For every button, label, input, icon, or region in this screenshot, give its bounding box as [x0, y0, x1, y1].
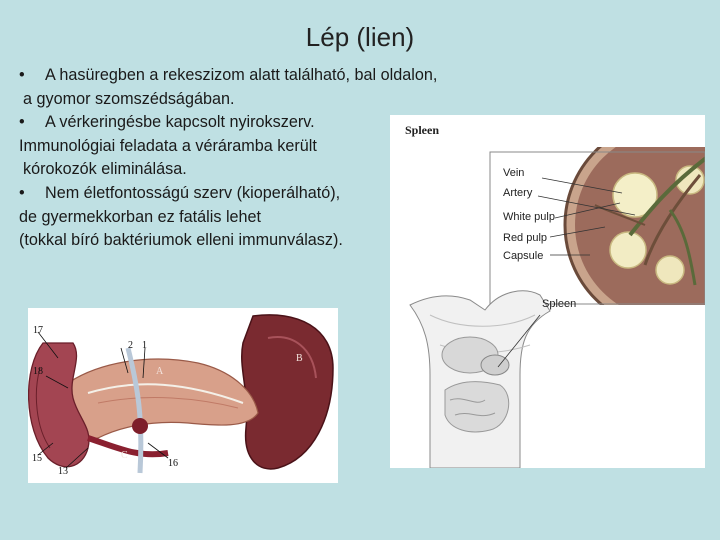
specimen-label-1: 1	[142, 340, 147, 351]
bullet-1-line-1	[19, 64, 438, 88]
specimen-label-13: 13	[58, 466, 68, 477]
torso-figure	[410, 291, 550, 468]
bullet-2-line-1	[19, 111, 409, 135]
bullet-3-text: Nem életfontosságú szerv (kioperálható),	[45, 183, 341, 202]
bullet-3-line-1	[19, 182, 409, 206]
bullet-1-text: A hasüregben a rekeszizom alatt található, bal oldalon,	[45, 66, 438, 84]
specimen-label-18: 18	[33, 366, 43, 377]
specimen-photo	[28, 308, 338, 483]
specimen-label-c: C	[121, 450, 128, 461]
bullet-2-line-2: Immunológiai feladata a véráramba került	[19, 136, 317, 155]
bullet-3-line-3: (tokkal bíró baktériumok elleni immunválasz).	[19, 231, 343, 250]
label-spleen-body: Spleen	[542, 298, 577, 310]
slide-title: Lép (lien)	[305, 22, 415, 52]
bullet-1-line-2: a gyomor szomszédságában.	[23, 89, 235, 108]
specimen-illustration	[28, 308, 338, 483]
bullet-marker: •	[19, 183, 25, 202]
spleen-illustration	[390, 115, 705, 468]
label-red-pulp: Red pulp	[503, 232, 548, 244]
bullet-marker: •	[19, 66, 25, 84]
label-capsule: Capsule	[503, 250, 544, 262]
spleen-diagram	[390, 115, 705, 468]
specimen-label-2: 2	[128, 340, 133, 351]
bullet-2-line-3: kórokozók eliminálása.	[23, 160, 187, 179]
specimen-label-b: B	[296, 353, 303, 364]
specimen-label-17: 17	[33, 325, 43, 336]
specimen-label-16: 16	[168, 458, 178, 469]
label-artery: Artery	[503, 187, 533, 199]
bullet-marker: •	[19, 113, 25, 132]
bullet-3-line-2: de gyermekkorban ez fatális lehet	[19, 207, 262, 226]
specimen-label-15: 15	[32, 453, 42, 464]
specimen-label-a: A	[156, 366, 164, 377]
label-vein: Vein	[503, 167, 525, 179]
label-white-pulp: White pulp	[503, 211, 555, 223]
bullet-2-text: A vérkeringésbe kapcsolt nyirokszerv.	[45, 113, 315, 132]
spleen-diagram-title: Spleen	[405, 123, 440, 137]
